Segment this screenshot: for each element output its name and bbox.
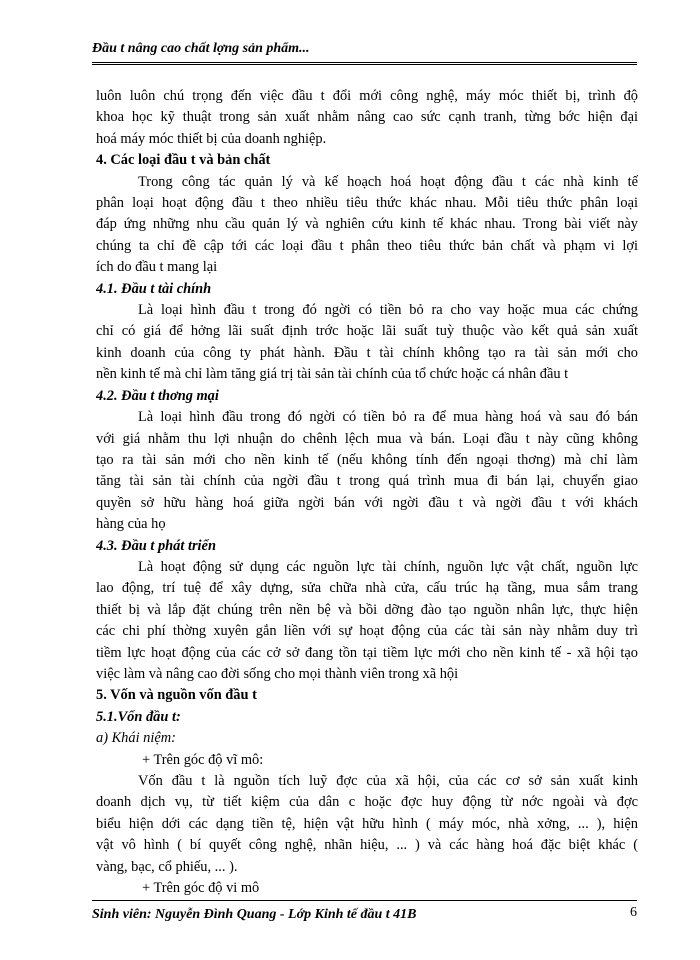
paragraph-line: tiềm lực hoạt động của các cở sở đang tồn tại tiềm lực mới cho nền kinh tế - xã hội tạo (96, 644, 638, 661)
paragraph-line: thiết bị và lắp đặt chúng trên nền bệ và bồi dỡng đào tạo nguồn nhân lực, thực hiện (96, 601, 638, 618)
page-footer (92, 900, 637, 922)
section-heading: 4. Các loại đầu t và bản chất (96, 152, 271, 169)
paragraph-line: doanh dịch vụ, từ tiết kiệm của dân c hoặc đợc huy động từ nớc ngoài và đợc (96, 794, 638, 811)
subsection-heading: 4.2. Đầu t thơng mại (96, 387, 219, 404)
footer-author: Sinh viên: Nguyễn Đình Quang - Lớp Kinh tế đầu t 41B (92, 907, 417, 922)
paragraph-line: Là loại hình đầu t trong đó ngời có tiền bỏ ra cho vay hoặc mua các chứng (138, 302, 638, 319)
paragraph-line: Trong công tác quản lý và kế hoạch hoá hoạt động đầu t các nhà kinh tế (138, 173, 638, 190)
paragraph-line: Là hoạt động sử dụng các nguồn lực tài chính, nguồn lực vật chất, nguồn lực (138, 558, 638, 575)
paragraph-line: Vốn đầu t là nguồn tích luỹ đợc của xã hội, của các cơ sở sản xuất kinh (138, 773, 638, 789)
paragraph-line: biểu hiện dới các dạng tiền tệ, hiện vật hữu hình ( máy móc, nhà xởng, ... ), hiện (96, 815, 638, 832)
paragraph-line: Là loại hình đầu trong đó ngời có tiền bỏ ra để mua hàng hoá và sau đó bán (138, 409, 638, 426)
subsection-heading: 4.3. Đầu t phát triển (96, 537, 216, 554)
list-label: a) Khái niệm: (96, 730, 176, 747)
section-heading: 5. Vốn và nguồn vốn đầu t (96, 687, 257, 704)
paragraph-line: vàng, bạc, cổ phiếu, ... ). (96, 858, 238, 875)
paragraph-line: tạo ra tài sản mới cho nền kinh tế (nếu không tính đến ngoại thơng) mà chỉ làm (96, 451, 638, 468)
subsection-heading: 5.1.Vốn đầu t: (96, 708, 181, 725)
paragraph-line: với giá nhằm thu lợi nhuận do chênh lệch mua và bán. Loại đầu t này cũng không (96, 430, 638, 447)
paragraph-line: vật vô hình ( bí quyết công nghệ, nhãn hiệu, ... ) và các hàng hoá đặc biệt khác ( (96, 837, 638, 854)
paragraph-line: việc làm và nâng cao đời sống cho mọi thành viên trong xã hội (96, 665, 459, 682)
page-number: 6 (630, 905, 637, 920)
subsection-heading: 4.1. Đầu t tài chính (96, 280, 212, 297)
paragraph-line: hàng của họ (96, 516, 166, 533)
paragraph-line: luôn luôn chú trọng đến việc đầu t đổi mới công nghệ, máy móc thiết bị, trình độ (96, 88, 638, 104)
paragraph-line: đáp ứng những nhu cầu quản lý và nghiên cứu kinh tế khác nhau. Trong bài viết này (96, 216, 638, 233)
paragraph-line: chúng ta chỉ đề cập tới các loại đầu t phân theo tiêu thức bản chất và phạm vi lợi (96, 237, 638, 254)
paragraph-line: nền kinh tế mà chỉ làm tăng giá trị tài sản tài chính của tổ chức hoặc cá nhân đầu t (96, 366, 569, 383)
paragraph-line: hoá máy móc thiết bị của doanh nghiệp. (96, 130, 327, 147)
paragraph-line: phân loại hoạt động đầu t theo nhiều tiêu thức khác nhau. Mỗi tiêu thức phân loại (96, 195, 638, 212)
bullet-line: + Trên góc độ vi mô (142, 880, 260, 897)
paragraph-line: quyền sở hữu hàng hoá giữa ngời bán với ngời đầu t và ngời đầu t với khách (96, 494, 638, 511)
paragraph-line: chỉ có giá để hởng lãi suất định trớc hoặc lãi suất tuỳ thuộc vào kết quả sản xuất (96, 323, 638, 340)
page-header (92, 38, 637, 65)
paragraph-line: khoa học kỹ thuật trong sản xuất nhằm nâng cao sức cạnh tranh, từng bớc hiện đại (96, 109, 638, 126)
header-title: Đầu t nâng cao chất lợng sản phẩm... (92, 41, 310, 56)
paragraph-line: các chi phí thờng xuyên gắn liền với sự hoạt động của các tài sản này nhằm duy trì (96, 623, 638, 640)
bullet-line: + Trên góc độ vĩ mô: (142, 751, 264, 768)
paragraph-line: ích do đầu t mang lại (96, 259, 218, 276)
paragraph-line: kinh doanh của công ty phát hành. Đầu t tài chính không tạo ra tài sản mới cho (96, 344, 638, 361)
paragraph-line: lao động, trí tuệ để xây dựng, sửa chữa nhà cửa, cấu trúc hạ tầng, mua sắm trang (96, 580, 638, 597)
document-body (96, 86, 638, 899)
paragraph-line: tăng tài sản tài chính của ngời đầu t trong quá trình mua đi bán lại, chuyển giao (96, 473, 638, 490)
